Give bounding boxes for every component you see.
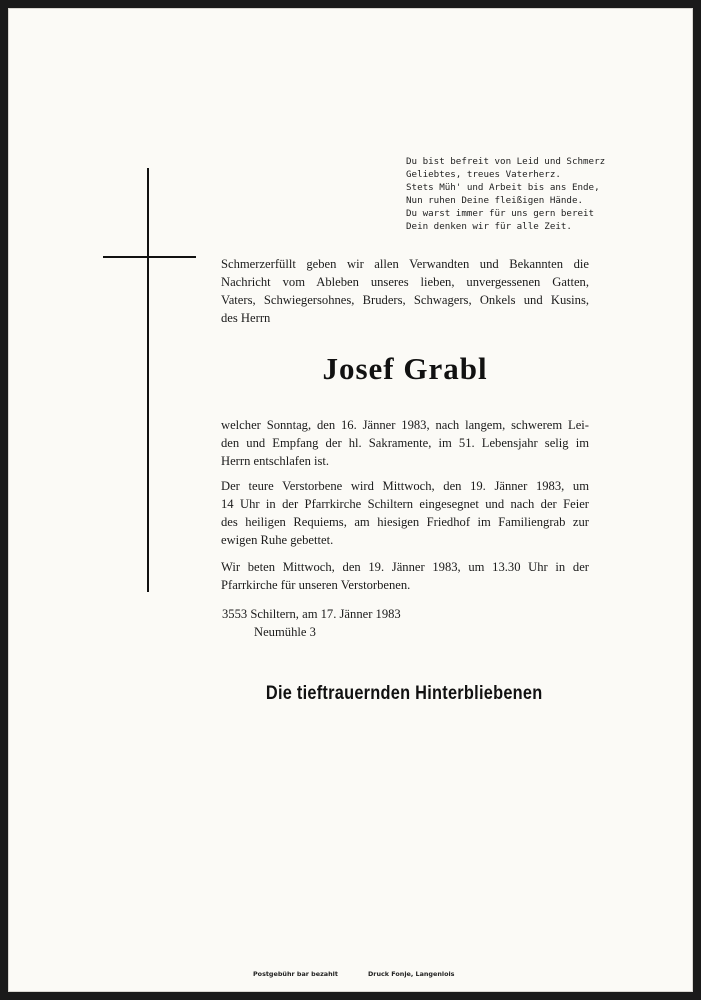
place-date: 3553 Schiltern, am 17. Jänner 1983 <box>222 607 401 621</box>
poem-line: Stets Müh' und Arbeit bis ans Ende, <box>406 182 600 193</box>
text-line: Der teure Verstorbene wird Mittwoch, den 19. Jänner 1983, um <box>221 479 589 493</box>
text-line: Nachricht vom Ableben unseres lieben, unvergessenen Gatten, <box>221 275 589 289</box>
text-line: welcher Sonntag, den 16. Jänner 1983, nach langem, schwerem Lei- <box>221 418 589 432</box>
poem-line: Du warst immer für uns gern bereit <box>406 208 595 219</box>
announcement-paragraph <box>221 255 589 327</box>
prayer-paragraph <box>221 558 589 594</box>
funeral-paragraph <box>221 477 589 549</box>
text-line: des heiligen Requiems, am hiesigen Friedhof im Familiengrab zur <box>221 515 589 529</box>
poem-line: Dein denken wir für alle Zeit. <box>406 221 572 232</box>
death-notice-sheet <box>8 8 693 992</box>
text-line: des Herrn <box>221 311 271 325</box>
text-line: Herrn entschlafen ist. <box>221 454 330 468</box>
poem-line: Geliebtes, treues Vaterherz. <box>406 169 561 180</box>
printer-note: Druck Fonje, Langenlois <box>368 970 455 978</box>
cross-horizontal-bar <box>103 256 196 258</box>
text-line: Wir beten Mittwoch, den 19. Jänner 1983, um 13.30 Uhr in der <box>221 560 589 574</box>
death-paragraph <box>221 416 589 470</box>
postage-note: Postgebühr bar bezahlt <box>253 970 338 978</box>
mourners-signature: Die tieftrauernden Hinterbliebenen <box>265 683 543 704</box>
text-line: Schmerzerfüllt geben wir allen Verwandten und Bekannten die <box>221 257 589 271</box>
text-line: den und Empfang der hl. Sakramente, im 51. Lebensjahr selig im <box>221 436 589 450</box>
poem-line: Du bist befreit von Leid und Schmerz <box>406 156 606 167</box>
text-line: ewigen Ruhe gebettet. <box>221 533 334 547</box>
memorial-poem <box>406 155 636 233</box>
text-line: Vaters, Schwiegersohnes, Bruders, Schwagers, Onkels und Kusins, <box>221 293 589 307</box>
text-line: 14 Uhr in der Pfarrkirche Schiltern eingesegnet und nach der Feier <box>221 497 589 511</box>
address: Neumühle 3 <box>254 625 316 639</box>
poem-line: Nun ruhen Deine fleißigen Hände. <box>406 195 584 206</box>
text-line: Pfarrkirche für unseren Verstorbenen. <box>221 578 411 592</box>
deceased-name: Josef Grabl <box>322 351 488 386</box>
